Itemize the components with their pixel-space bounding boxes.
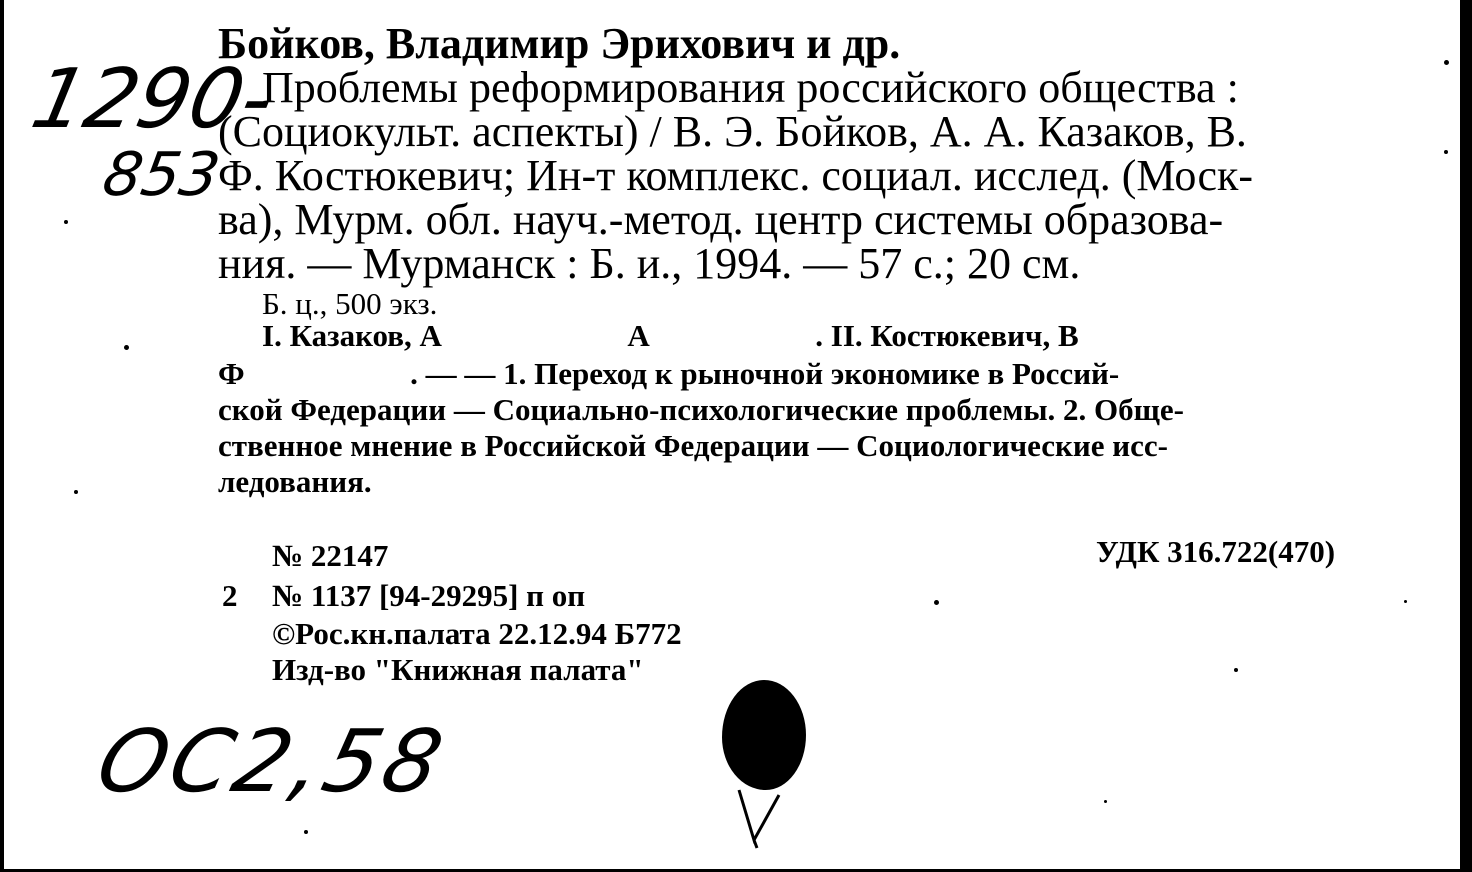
registry-line-1: № 1137 [94-29295] п оп [272,578,586,613]
udc-code: УДК 316.722(470) [1096,534,1336,569]
handwritten-shelfmark: ОС2,58 [87,712,456,812]
title-line-4: ва), Мурм. обл. науч.-метод. центр системы образова- [218,195,1224,244]
subjects-line-2: ской Федерации — Социально-психологические проблемы. 2. Обще- [218,392,1184,427]
scan-speck [1104,800,1107,803]
subjects-line-4: ледования. [218,464,372,499]
title-line-3: Ф. Костюкевич; Ин-т комплекс. социал. исслед. (Моск- [218,151,1254,200]
scan-speck [124,345,129,350]
subjects-line-1 [218,358,1119,389]
added-entry-2: А [627,318,650,353]
scan-speck [64,220,68,224]
subjects-prefix: Ф [218,356,245,391]
scan-speck [1444,60,1449,65]
added-entries [262,320,1079,351]
price-run: Б. ц., 500 экз. [262,286,438,321]
title-line-5: ния. — Мурманск : Б. и., 1994. — 57 с.; 20 см. [218,239,1081,288]
call-number-line1: 1290- [23,52,283,147]
hole-tear-mark [729,780,789,850]
added-entry-3: . II. Костюкевич, В [815,318,1079,353]
call-number-line2: 853 [97,140,225,210]
record-number: № 22147 [272,538,389,573]
title-line-1: Проблемы реформирования российского общества : [262,63,1239,112]
registry-line-3: Изд-во "Книжная палата" [272,652,644,687]
punch-hole [722,680,806,790]
scan-speck [934,600,939,605]
subjects-rest: . — — 1. Переход к рыночной экономике в Россий- [410,356,1120,391]
scan-speck [1234,668,1238,672]
scan-speck [1404,600,1407,603]
registry-line-2: ©Рос.кн.палата 22.12.94 Б772 [272,616,682,651]
scan-speck [74,490,78,494]
registry-marker: 2 [222,578,238,613]
title-line-2: (Социокульт. аспекты) / В. Э. Бойков, А. А. Казаков, В. [218,107,1247,156]
scan-speck [304,830,308,834]
author-heading: Бойков, Владимир Эрихович и др. [218,19,901,68]
scan-speck [1444,150,1448,154]
added-entry-1: I. Казаков, А [262,318,442,353]
subjects-line-3: ственное мнение в Российской Федерации — Социологические исс- [218,428,1168,463]
